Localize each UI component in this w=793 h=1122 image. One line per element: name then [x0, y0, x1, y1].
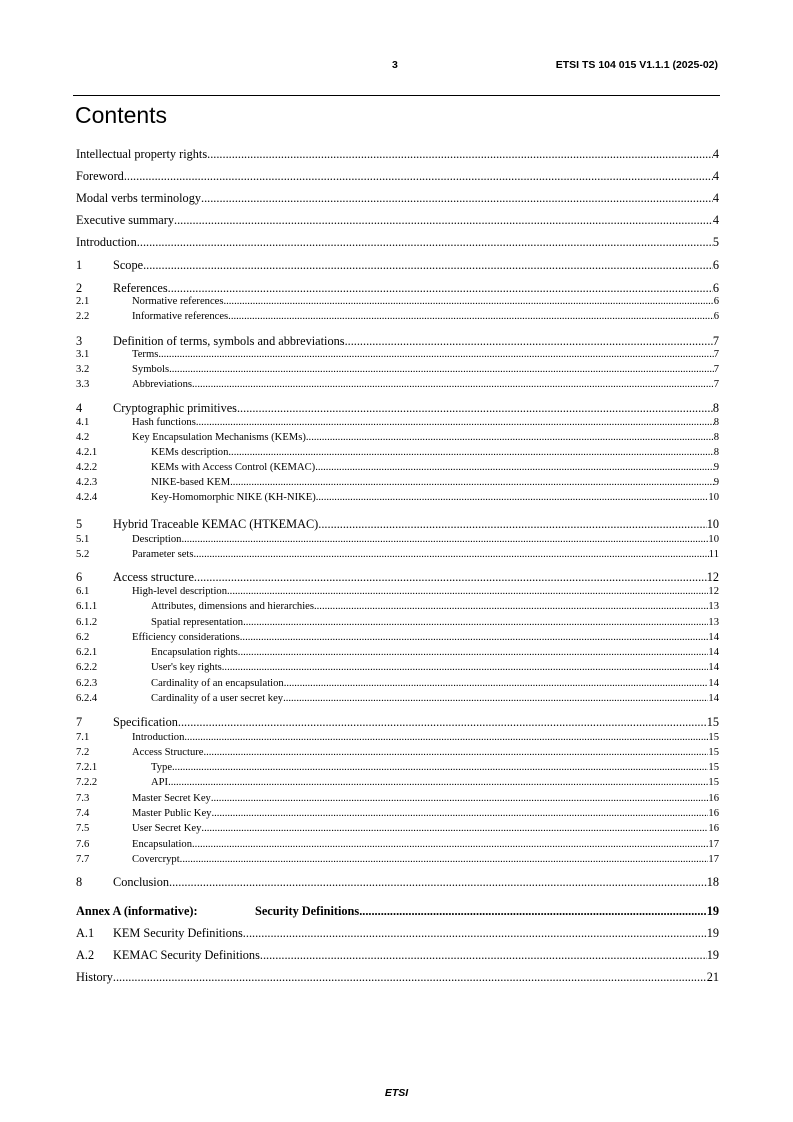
toc-entry[interactable]: 7.2.2 API ..... 15: [76, 776, 719, 790]
footer-etsi: ETSI: [384, 1087, 409, 1099]
toc-entry[interactable]: 4.2.3 NIKE-based KEM ..... 9: [76, 476, 719, 490]
toc-entry[interactable]: 2.2 Informative references ..... 6: [76, 310, 719, 324]
toc-entry[interactable]: 2.1 Normative references ..... 6: [76, 295, 719, 309]
toc-entry[interactable]: 6.2.3 Cardinality of an encapsulation ..... 14: [76, 677, 719, 691]
toc-entry[interactable]: 1 Scope ..... 6: [76, 257, 719, 273]
toc-entry[interactable]: 7.7 Covercrypt ..... 17: [76, 853, 719, 867]
toc-entry[interactable]: 6.2 Efficiency considerations ..... 14: [76, 631, 719, 645]
toc-entry[interactable]: 5 Hybrid Traceable KEMAC (HTKEMAC) ..... 10: [76, 516, 719, 532]
toc-entry[interactable]: Foreword ..... 4: [76, 168, 719, 184]
toc-entry[interactable]: 7.4 Master Public Key ..... 16: [76, 807, 719, 821]
document-id: ETSI TS 104 015 V1.1.1 (2025-02): [555, 59, 718, 71]
toc-entry[interactable]: 7.5 User Secret Key ..... 16: [76, 822, 719, 836]
toc-entry[interactable]: 6 Access structure ..... 12: [76, 569, 719, 585]
toc-entry[interactable]: 6.1.1 Attributes, dimensions and hierarchies ..... 13: [76, 600, 719, 614]
toc-entry[interactable]: A.2 KEMAC Security Definitions ..... 19: [76, 947, 719, 963]
toc-entry[interactable]: 4.2 Key Encapsulation Mechanisms (KEMs) ..... 8: [76, 431, 719, 445]
page-title: Contents: [75, 102, 168, 128]
toc-entry[interactable]: 4.2.1 KEMs description ..... 8: [76, 446, 719, 460]
toc-entry[interactable]: 4.2.4 Key-Homomorphic NIKE (KH-NIKE) ..... 10: [76, 491, 719, 505]
toc-entry[interactable]: 7.3 Master Secret Key ..... 16: [76, 792, 719, 806]
toc-entry[interactable]: 5.2 Parameter sets ..... 11: [76, 548, 719, 562]
toc-entry[interactable]: History ..... 21: [76, 969, 719, 985]
header-rule: [73, 95, 720, 96]
page-number: 3: [392, 59, 398, 71]
toc-entry[interactable]: 3.1 Terms ..... 7: [76, 348, 719, 362]
toc-entry[interactable]: 6.1 High-level description ..... 12: [76, 585, 719, 599]
toc-entry[interactable]: A.1 KEM Security Definitions ..... 19: [76, 925, 719, 941]
toc-entry[interactable]: 6.2.1 Encapsulation rights ..... 14: [76, 646, 719, 660]
toc-entry[interactable]: 3 Definition of terms, symbols and abbreviations ..... 7: [76, 333, 719, 349]
toc-entry[interactable]: 8 Conclusion ..... 18: [76, 874, 719, 890]
toc-entry[interactable]: Modal verbs terminology ..... 4: [76, 190, 719, 206]
toc-entry[interactable]: 4 Cryptographic primitives ..... 8: [76, 400, 719, 416]
toc-entry[interactable]: Introduction ..... 5: [76, 234, 719, 250]
toc-entry[interactable]: Intellectual property rights ..... 4: [76, 146, 719, 162]
toc-entry[interactable]: 7.2 Access Structure ..... 15: [76, 746, 719, 760]
toc-entry[interactable]: 6.2.2 User's key rights ..... 14: [76, 661, 719, 675]
toc-entry[interactable]: 3.2 Symbols ..... 7: [76, 363, 719, 377]
toc-entry[interactable]: 3.3 Abbreviations ..... 7: [76, 378, 719, 392]
toc-entry[interactable]: 6.1.2 Spatial representation ..... 13: [76, 616, 719, 630]
toc-entry-annex[interactable]: Annex A (informative): Security Definitions ..... 19: [76, 903, 719, 919]
toc-entry[interactable]: 4.1 Hash functions ..... 8: [76, 416, 719, 430]
toc-entry[interactable]: 7.6 Encapsulation ..... 17: [76, 838, 719, 852]
toc-entry[interactable]: 6.2.4 Cardinality of a user secret key ..... 14: [76, 692, 719, 706]
toc-entry[interactable]: 4.2.2 KEMs with Access Control (KEMAC) ..... 9: [76, 461, 719, 475]
toc-entry[interactable]: 5.1 Description ..... 10: [76, 533, 719, 547]
toc-entry[interactable]: Executive summary ..... 4: [76, 212, 719, 228]
toc-entry[interactable]: 7.1 Introduction ..... 15: [76, 731, 719, 745]
toc-entry[interactable]: 7.2.1 Type ..... 15: [76, 761, 719, 775]
toc-entry[interactable]: 2 References ..... 6: [76, 280, 719, 296]
toc-entry[interactable]: 7 Specification ..... 15: [76, 714, 719, 730]
